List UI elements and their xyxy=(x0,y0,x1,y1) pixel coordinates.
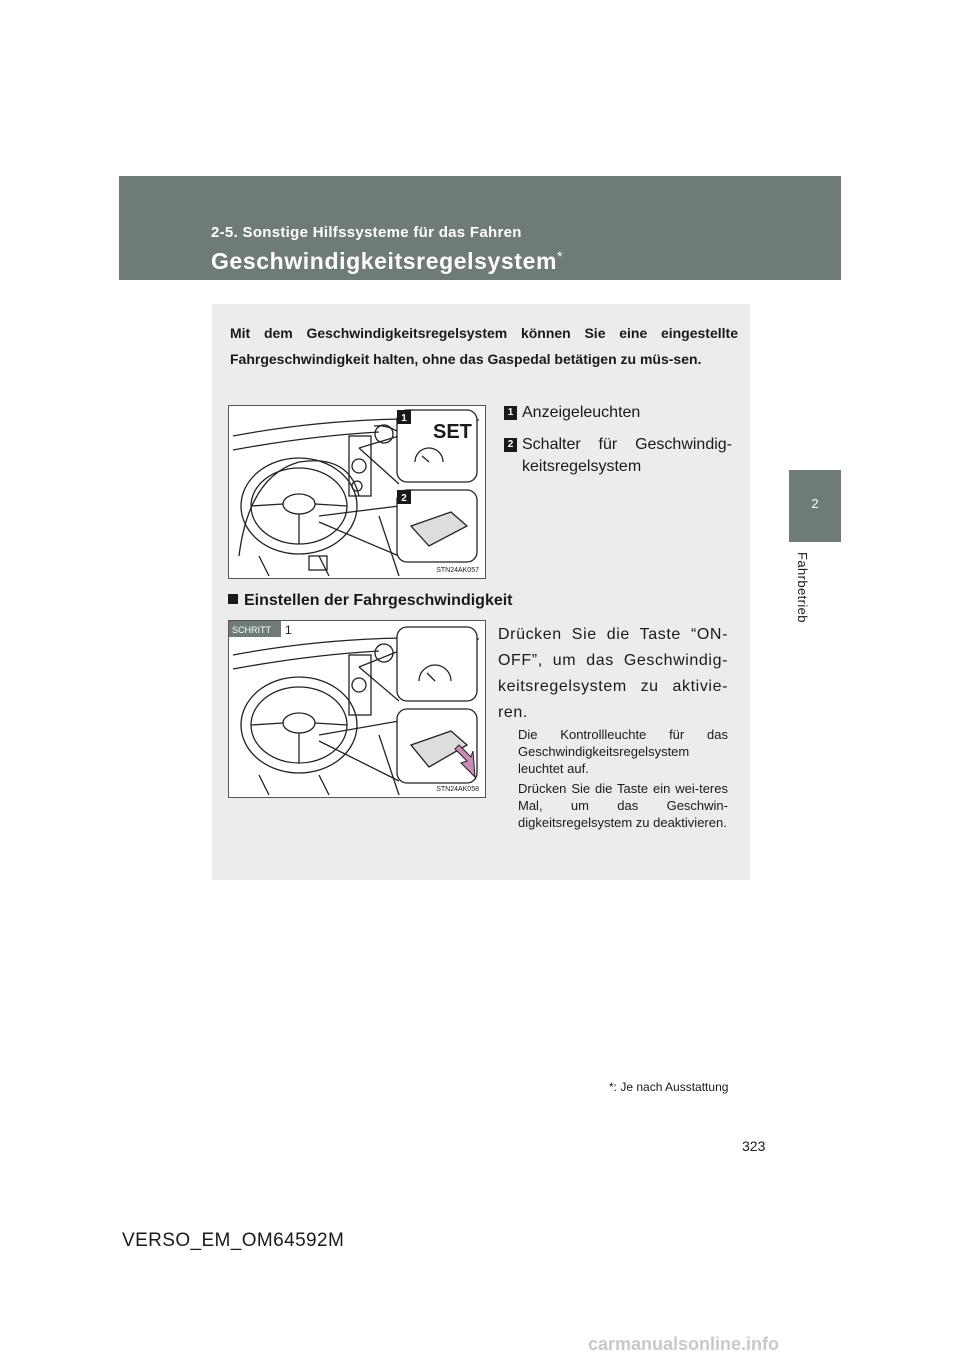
figure2-code: STN24AK058 xyxy=(436,786,479,793)
callout-list xyxy=(502,402,732,488)
page-number: 323 xyxy=(742,1138,766,1154)
step-badge-label: SCHRITT xyxy=(232,625,271,635)
figure-cruise-control-overview xyxy=(228,405,486,579)
footnote xyxy=(609,1080,728,1094)
figure1-marker-2-label: 2 xyxy=(401,493,407,504)
document-code: VERSO_EM_OM64592M xyxy=(122,1230,345,1251)
subsection-heading xyxy=(228,592,513,610)
intro-text: Mit dem Geschwindigkeitsregelsystem können Sie eine eingestellte Fahrgeschwindigkeit halten, ohne das Gaspedal betätigen zu müs-sen. xyxy=(230,325,738,367)
step-badge-number: 1 xyxy=(285,623,292,637)
step-note: Die Kontrollleuchte für das Geschwindigkeitsregelsystem leuchtet auf. xyxy=(518,727,728,776)
figure1-marker-1-label: 1 xyxy=(401,413,407,424)
dashboard-illustration xyxy=(229,406,485,578)
page-title xyxy=(211,248,563,275)
set-indicator-label: SET xyxy=(433,421,472,443)
section-label: 2-5. Sonstige Hilfssysteme für das Fahren xyxy=(211,224,522,241)
chapter-label: Fahrbetrieb xyxy=(795,552,810,623)
footnote-asterisk: * xyxy=(609,1080,614,1094)
figure-step-1 xyxy=(228,620,486,798)
callout-number: 2 xyxy=(504,438,517,452)
callout-number: 1 xyxy=(504,406,517,420)
callout-item xyxy=(502,402,732,424)
step-instruction: Drücken Sie die Taste “ON-OFF”, um das Geschwindig-keitsregelsystem zu aktivie-ren. xyxy=(498,626,728,721)
chapter-number: 2 xyxy=(811,496,819,511)
title-asterisk: * xyxy=(557,248,564,264)
chapter-tab xyxy=(789,470,841,542)
watermark: carmanualsonline.info xyxy=(588,1334,780,1354)
dashboard-illustration-step xyxy=(229,621,485,797)
callout-text: Schalter für Geschwindig-keitsregelsystem xyxy=(522,436,732,475)
content-box xyxy=(212,304,750,880)
header-band xyxy=(119,176,841,280)
footnote-text: : Je nach Ausstattung xyxy=(613,1080,729,1094)
page-title-text: Geschwindigkeitsregelsystem xyxy=(211,248,558,274)
subsection-title: Einstellen der Fahrgeschwindigkeit xyxy=(244,592,513,609)
subsection-bullet-icon xyxy=(228,594,238,604)
step-note: Drücken Sie die Taste ein wei-teres Mal, um das Geschwin-digkeitsregelsystem zu deaktivieren. xyxy=(518,781,728,830)
callout-item xyxy=(502,434,732,478)
figure1-code: STN24AK057 xyxy=(436,567,479,574)
callout-text: Anzeigeleuchten xyxy=(522,404,641,421)
